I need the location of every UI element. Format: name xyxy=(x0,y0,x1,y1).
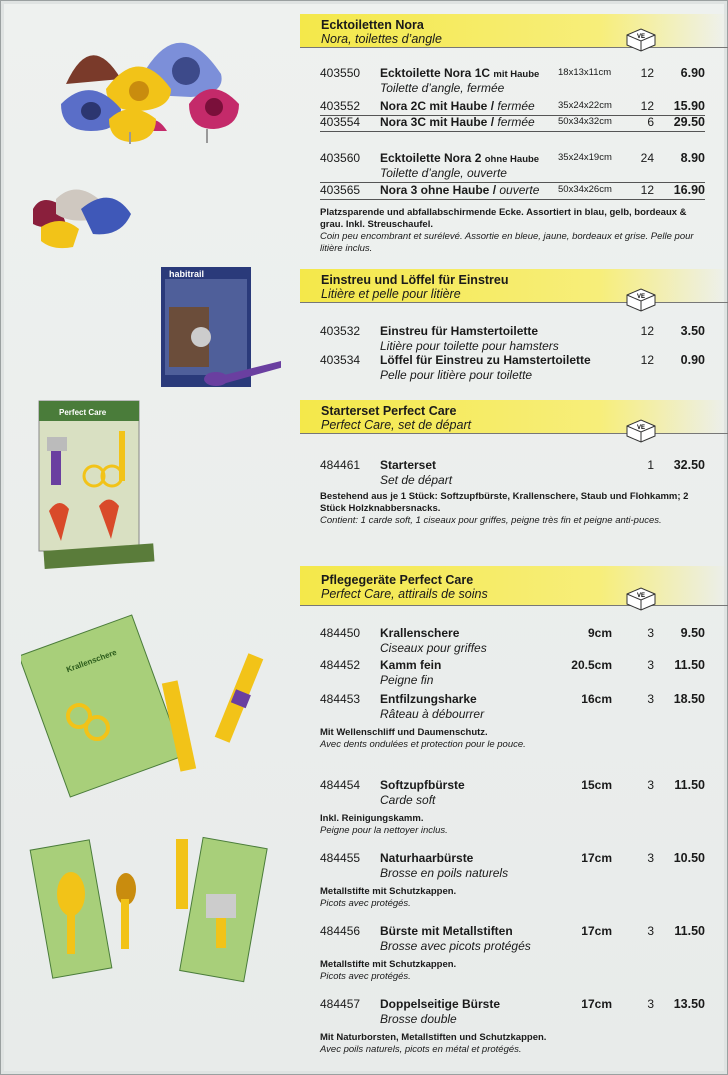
brushes-image xyxy=(30,837,267,981)
product-name-fr: Carde soft xyxy=(380,793,436,807)
note-de: Mit Naturborsten, Metallstiften und Schutzkappen. xyxy=(320,1032,547,1043)
ve-label: VE xyxy=(636,425,646,431)
note-de: Inkl. Reinigungskamm. xyxy=(320,813,424,824)
note-fr: Coin peu encombrant et surélevé. Assortie en bleue, jaune, bordeaux et grise. Pelle pour litière inclus. xyxy=(320,231,694,254)
product-code: 484453 xyxy=(320,692,361,706)
product-name-fr: Pelle pour litière pour toilette xyxy=(380,368,533,382)
product-code: 484452 xyxy=(320,658,361,672)
product-qty: 3 xyxy=(647,997,654,1011)
claw-care-image xyxy=(21,615,263,797)
product-row xyxy=(320,115,705,132)
product-name: Starterset xyxy=(380,458,437,472)
product-name-sep: / xyxy=(489,183,500,197)
note-de: Mit Wellenschliff und Daumenschutz. xyxy=(320,727,488,738)
product-size: 16cm xyxy=(581,692,612,706)
product-code: 403554 xyxy=(320,115,361,129)
product-name: Einstreu für Hamstertoilette xyxy=(380,324,539,338)
product-qty: 3 xyxy=(647,626,654,640)
product-name-fr: fermée xyxy=(497,99,535,113)
product-code: 403532 xyxy=(320,324,361,338)
claw-pack-label: Krallenschere xyxy=(65,647,118,675)
product-name-fr: Peigne fin xyxy=(380,673,434,687)
product-size: 17cm xyxy=(581,851,612,865)
section-header xyxy=(300,400,728,434)
product-price: 18.50 xyxy=(673,692,705,706)
corner-toilets-image xyxy=(33,43,239,248)
note-de: Platzsparende und abfallabschirmende Ecke. Assortiert in blau, gelb, bordeaux & grau. Inkl. Streuschaufel. xyxy=(320,207,687,230)
product-size: 17cm xyxy=(581,997,612,1011)
section-title-fr: Perfect Care, attirails de soins xyxy=(321,587,488,601)
product-name-text: Nora 3 ohne Haube xyxy=(380,183,490,197)
product-name: Doppelseitige Bürste xyxy=(380,997,501,1011)
product-name-text: Ecktoilette Nora 1C xyxy=(380,66,491,80)
product-name: Entfilzungsharke xyxy=(380,692,477,706)
product-qty: 12 xyxy=(640,99,654,113)
note-fr: Peigne pour la nettoyer inclus. xyxy=(320,825,448,836)
product-row xyxy=(320,182,705,200)
product-row xyxy=(320,851,705,881)
ve-box-icon xyxy=(625,586,657,612)
ve-box-icon xyxy=(625,418,657,444)
note-fr: Contient: 1 carde soft, 1 ciseaux pour griffes, peigne très fin et peigne anti-puces. xyxy=(320,515,662,526)
product-name-fr: Brosse double xyxy=(380,1012,457,1026)
product-price: 9.50 xyxy=(680,626,705,640)
product-name-fr: Toilette d’angle, fermée xyxy=(380,81,505,95)
product-name-text: Nora 3C mit Haube xyxy=(380,115,488,129)
section-title-fr: Nora, toilettes d’angle xyxy=(321,32,442,46)
note-fr: Picots avec protégés. xyxy=(320,971,411,982)
product-code: 403560 xyxy=(320,151,361,165)
product-code: 403534 xyxy=(320,353,361,367)
product-qty: 3 xyxy=(647,658,654,672)
product-row xyxy=(320,692,705,722)
product-qty: 3 xyxy=(647,924,654,938)
section-title-de: Starterset Perfect Care xyxy=(321,404,457,418)
product-name-fr: Set de départ xyxy=(380,473,453,487)
product-qty: 3 xyxy=(647,851,654,865)
product-qty: 6 xyxy=(647,115,654,129)
section-title-de: Einstreu und Löffel für Einstreu xyxy=(321,273,509,287)
section-title-fr: Litière et pelle pour litière xyxy=(321,287,461,301)
product-name xyxy=(380,151,539,165)
product-name-fr: ouverte xyxy=(499,183,540,197)
product-code: 484461 xyxy=(320,458,361,472)
product-qty: 12 xyxy=(640,183,654,197)
section-header xyxy=(300,269,728,303)
product-name-sep: / xyxy=(487,99,498,113)
product-price: 16.90 xyxy=(673,183,705,197)
product-name: Kamm fein xyxy=(380,658,442,672)
ve-label: VE xyxy=(636,593,646,599)
product-dims: 50x34x26cm xyxy=(558,184,612,195)
product-name xyxy=(380,99,535,113)
product-row xyxy=(320,66,705,96)
product-name-fr: fermée xyxy=(497,115,535,129)
product-price: 32.50 xyxy=(673,458,705,472)
note-fr: Avec dents ondulées et protection pour le pouce. xyxy=(320,739,526,750)
section-title-fr: Perfect Care, set de départ xyxy=(321,418,472,432)
product-code: 484457 xyxy=(320,997,361,1011)
product-row xyxy=(320,353,705,383)
note-fr: Avec poils naturels, picots en métal et protégés. xyxy=(320,1044,522,1055)
product-price: 11.50 xyxy=(674,778,705,792)
product-name-fr: Brosse en poils naturels xyxy=(380,866,509,880)
product-price: 10.50 xyxy=(673,851,705,865)
product-dims: 35x24x22cm xyxy=(558,100,612,111)
product-name: Krallenschere xyxy=(380,626,460,640)
product-name: Naturhaarbürste xyxy=(380,851,474,865)
litter-pack-brand: habitrail xyxy=(169,269,205,279)
product-row xyxy=(320,924,705,954)
product-name-text: Nora 2C mit Haube xyxy=(380,99,488,113)
product-name xyxy=(380,66,539,80)
product-note xyxy=(320,959,705,983)
section-title-de: Ecktoiletten Nora xyxy=(321,18,424,32)
product-qty: 12 xyxy=(640,66,654,80)
product-price: 0.90 xyxy=(680,353,705,367)
product-name-fr: Râteau à débourrer xyxy=(380,707,485,721)
product-price: 15.90 xyxy=(673,99,705,113)
product-dims: 50x34x32cm xyxy=(558,116,612,127)
ve-box-icon xyxy=(625,27,657,53)
product-qty: 3 xyxy=(647,692,654,706)
product-note xyxy=(320,207,705,255)
product-code: 403552 xyxy=(320,99,361,113)
product-name-fr: Ciseaux pour griffes xyxy=(380,641,487,655)
product-name: Bürste mit Metallstiften xyxy=(380,924,513,938)
product-qty: 1 xyxy=(647,458,654,472)
product-qty: 12 xyxy=(640,324,654,338)
note-de: Bestehend aus je 1 Stück: Softzupfbürste, Krallenschere, Staub und Flohkamm; 2 Stück Holzknabbersnacks. xyxy=(320,491,689,514)
product-code: 403565 xyxy=(320,183,361,197)
ve-label: VE xyxy=(636,34,646,40)
product-name: Softzupfbürste xyxy=(380,778,465,792)
product-row xyxy=(320,324,705,354)
product-price: 11.50 xyxy=(674,658,705,672)
product-note xyxy=(320,813,705,837)
product-name-fr: Litière pour toilette pour hamsters xyxy=(380,339,559,353)
product-price: 8.90 xyxy=(680,151,705,165)
product-note xyxy=(320,1032,705,1056)
product-name xyxy=(380,183,539,197)
product-dims: 35x24x19cm xyxy=(558,152,612,163)
product-size: 17cm xyxy=(581,924,612,938)
product-row xyxy=(320,658,705,688)
product-price: 3.50 xyxy=(680,324,705,338)
note-de: Metallstifte mit Schutzkappen. xyxy=(320,959,457,970)
product-price: 29.50 xyxy=(673,115,705,129)
product-row xyxy=(320,458,705,488)
product-code: 484454 xyxy=(320,778,361,792)
product-name-fr: Brosse avec picots protégés xyxy=(380,939,531,953)
section-litter xyxy=(300,269,728,382)
product-code: 484456 xyxy=(320,924,361,938)
product-size: 9cm xyxy=(587,626,612,640)
product-name xyxy=(380,115,535,129)
section-starter-set xyxy=(300,400,728,526)
product-name-text: Ecktoilette Nora 2 xyxy=(380,151,482,165)
product-qty: 24 xyxy=(640,151,654,165)
product-price: 13.50 xyxy=(673,997,705,1011)
product-note xyxy=(320,727,705,751)
product-images-column xyxy=(21,19,281,1059)
product-row xyxy=(320,151,705,181)
section-care-tools xyxy=(300,566,728,1055)
product-dims: 18x13x11cm xyxy=(558,67,612,78)
product-qty: 3 xyxy=(647,778,654,792)
product-row xyxy=(320,997,705,1027)
starter-pack-label: Perfect Care xyxy=(59,408,107,417)
product-name-sep: / xyxy=(487,115,498,129)
product-note xyxy=(320,886,705,910)
product-code: 484455 xyxy=(320,851,361,865)
product-price: 11.50 xyxy=(674,924,705,938)
product-name-fr: Toilette d’angle, ouverte xyxy=(380,166,507,180)
starter-set-image xyxy=(39,401,154,569)
note-fr: Picots avec protégés. xyxy=(320,898,411,909)
product-name-suffix: mit Haube xyxy=(493,69,540,80)
product-row xyxy=(320,626,705,656)
product-code: 484450 xyxy=(320,626,361,640)
ve-label: VE xyxy=(636,294,646,300)
section-header xyxy=(300,566,728,606)
section-title-de: Pflegegeräte Perfect Care xyxy=(321,573,474,587)
litter-box-image xyxy=(161,267,281,387)
ve-box-icon xyxy=(625,287,657,313)
product-size: 15cm xyxy=(581,778,612,792)
product-name: Löffel für Einstreu zu Hamstertoilette xyxy=(380,353,591,367)
section-header xyxy=(300,14,728,48)
product-name-suffix: ohne Haube xyxy=(484,154,540,165)
product-size: 20.5cm xyxy=(571,658,612,672)
section-corner-toilets xyxy=(300,14,728,254)
product-qty: 12 xyxy=(640,353,654,367)
product-price: 6.90 xyxy=(680,66,705,80)
note-de: Metallstifte mit Schutzkappen. xyxy=(320,886,457,897)
product-code: 403550 xyxy=(320,66,361,80)
product-note xyxy=(320,491,705,527)
product-row xyxy=(320,778,705,808)
product-row xyxy=(320,99,705,116)
